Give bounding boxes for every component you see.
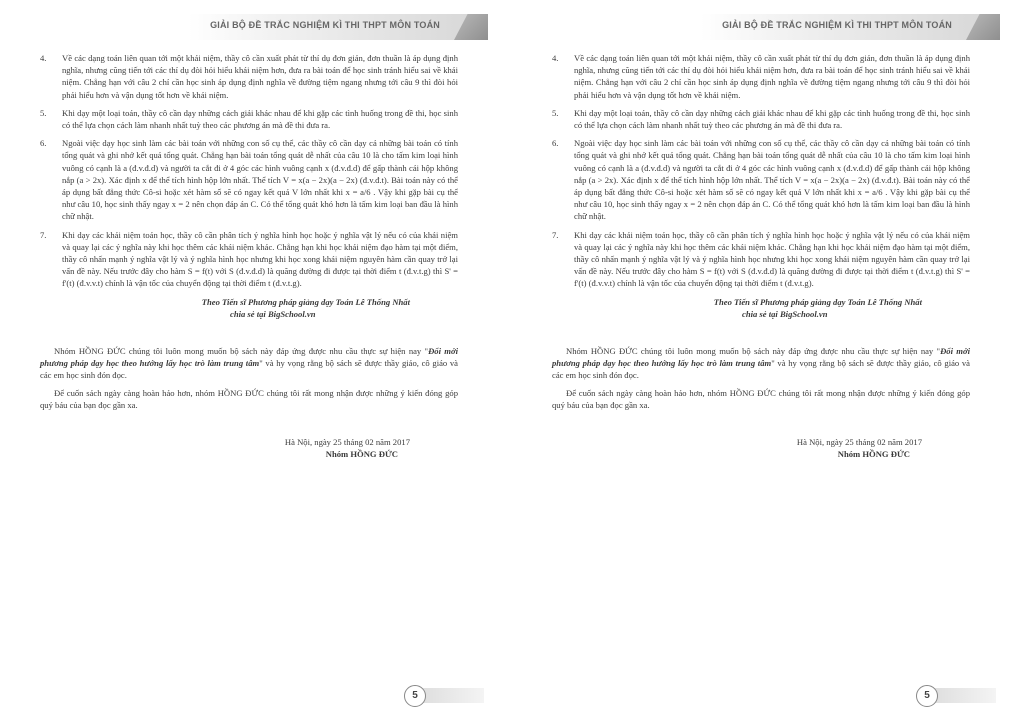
list-item <box>552 229 970 290</box>
list-item <box>552 137 970 222</box>
page-right <box>512 0 1024 725</box>
date-line: Hà Nội, ngày 25 tháng 02 năm 2017 <box>796 436 922 447</box>
item-number: 7. <box>552 229 559 240</box>
item-number: 5. <box>40 107 47 118</box>
credit-line: chia sẻ tại BigSchool.vn <box>230 309 316 320</box>
item-text: Ngoài việc dạy học sinh làm các bài toán với những con số cụ thể, các thầy cô cần dạy cả những bài toán có tính tổng quát và ghi nhớ kết quả tổng quát. Chẳng hạn bài toán tổng quát dễ nhất của câu 10 là cho tấm kim loại hình vuông có cạnh là a (đ.v.đ.d) và người ta cắt đi ở 4 góc các hình vuông cạnh x (đ.v.đ.d) để gấp thành cái hộp không nắp (a > 2x). Xác định x để thể tích hình hộp lớn nhất. Thể tích V = x(a − 2x)(a − 2x) (đ.v.đ.t). Bài toán này có thể áp dụng bất đẳng thức Cô-si hoặc xét hàm số sẽ có ngay kết quả V lớn nhất khi x = a/6 . Vậy khi gặp bài cụ thể như câu 10, học sinh thấy ngay x = 2 nên chọn đáp án C. Có thể tổng quát khó hơn là tấm kim loại ban đầu là hình chữ nhật. <box>62 138 458 222</box>
header-title: GIẢI BỘ ĐỀ TRẮC NGHIỆM KÌ THI THPT MÔN TOÁN <box>210 20 440 30</box>
credit-line: chia sẻ tại BigSchool.vn <box>742 309 828 320</box>
list-item <box>552 107 970 131</box>
page-content <box>40 52 458 460</box>
item-number: 7. <box>40 229 47 240</box>
closing-paragraph: Để cuốn sách ngày càng hoàn hảo hơn, nhóm HỒNG ĐỨC chúng tôi rất mong nhận được những ý kiến đóng góp quý báu của bạn đọc gần xa. <box>552 388 970 411</box>
item-text: Ngoài việc dạy học sinh làm các bài toán với những con số cụ thể, các thầy cô cần dạy cả những bài toán có tính tổng quát và ghi nhớ kết quả tổng quát. Chẳng hạn bài toán tổng quát dễ nhất của câu 10 là cho tấm kim loại hình vuông có cạnh là a (đ.v.đ.d) và người ta cắt đi ở 4 góc các hình vuông cạnh x (đ.v.đ.d) để gấp thành cái hộp không nắp (a > 2x). Xác định x để thể tích hình hộp lớn nhất. Thể tích V = x(a − 2x)(a − 2x) (đ.v.đ.t). Bài toán này có thể áp dụng bất đẳng thức Cô-si hoặc xét hàm số sẽ có ngay kết quả V lớn nhất khi x = a/6 . Vậy khi gặp bài cụ thể như câu 10, học sinh thấy ngay x = 2 nên chọn đáp án C. Có thể tổng quát khó hơn là tấm kim loại ban đầu là hình chữ nhật. <box>574 138 970 222</box>
closing-emphasis: Đổi mới phương pháp dạy học theo hướng lấy học trò làm trung tâm <box>552 345 970 368</box>
list-item <box>40 52 458 101</box>
signer: Nhóm HỒNG ĐỨC <box>837 448 910 459</box>
header-title: GIẢI BỘ ĐỀ TRẮC NGHIỆM KÌ THI THPT MÔN TOÁN <box>722 20 952 30</box>
item-text: Khi dạy các khái niệm toán học, thầy cô cần phân tích ý nghĩa hình học hoặc ý nghĩa vật lý nếu có của khái niệm và quay lại các ý nghĩa này khi học thêm các khái niệm khác. Chẳng hạn khi học khái niệm đạo hàm tại một điểm, thầy cô nhấn mạnh ý nghĩa vật lý và ý nghĩa hình học nhưng khi học xong khái niệm nguyên hàm cần quay trở lại vấn đề này. Nếu trước đây cho hàm S = f(t) với S (đ.v.đ.d) là quãng đường đi được tại thời điểm t (đ.v.t.g) thì S' = f'(t) (đ.v.v.t) chính là vận tốc của chuyển động tại thời điểm t (đ.v.t.g). <box>574 229 970 289</box>
list-item <box>552 52 970 101</box>
closing-paragraph: Để cuốn sách ngày càng hoàn hảo hơn, nhóm HỒNG ĐỨC chúng tôi rất mong nhận được những ý kiến đóng góp quý báu của bạn đọc gần xa. <box>40 388 458 411</box>
item-text: Khi dạy các khái niệm toán học, thầy cô cần phân tích ý nghĩa hình học hoặc ý nghĩa vật lý nếu có của khái niệm và quay lại các ý nghĩa này khi học thêm các khái niệm khác. Chẳng hạn khi học khái niệm đạo hàm tại một điểm, thầy cô nhấn mạnh ý nghĩa vật lý và ý nghĩa hình học nhưng khi học xong khái niệm nguyên hàm cần quay trở lại vấn đề này. Nếu trước đây cho hàm S = f(t) với S (đ.v.đ.d) là quãng đường đi được tại thời điểm t (đ.v.t.g) thì S' = f'(t) (đ.v.v.t) chính là vận tốc của chuyển động tại thời điểm t (đ.v.t.g). <box>62 229 458 289</box>
credit-line: Theo Tiến sĩ Phương pháp giảng dạy Toán Lê Thống Nhất <box>201 296 410 307</box>
closing-paragraph <box>40 345 458 382</box>
signer: Nhóm HỒNG ĐỨC <box>325 448 398 459</box>
item-text: Khi dạy một loại toán, thầy cô cần dạy những cách giải khác nhau để khi gặp các tình huống trong đề thi, học sinh có thể lựa chọn cách làm nhanh nhất tuỳ theo các phương án mà đề thi đưa ra. <box>574 107 970 131</box>
credit-line: Theo Tiến sĩ Phương pháp giảng dạy Toán Lê Thống Nhất <box>713 296 922 307</box>
closing-text: " và hy vọng rằng bộ sách sẽ được thầy giáo, cô giáo và các em học sinh đón đọc. <box>40 357 458 381</box>
item-number: 4. <box>40 53 47 63</box>
item-text: Về các dạng toán liên quan tới một khái niệm, thầy cô cần xuất phát từ thí dụ đơn giản, đơn thuần là áp dụng định nghĩa, nhưng cũng tiến tới các thí dụ đòi hỏi hiểu khái niệm hơn, đưa ra bài toán để học sinh tránh hiểu sai về khái niệm. Chẳng hạn với câu 2 chỉ cần học sinh áp dụng định nghĩa về đường tiệm ngang nhưng tới câu 9 thì đòi hỏi phải hiểu hơn và vận dụng tốt hơn về khái niệm. <box>62 53 458 100</box>
closing-text: " và hy vọng rằng bộ sách sẽ được thầy giáo, cô giáo và các em học sinh đón đọc. <box>552 357 970 381</box>
list-item <box>40 107 458 131</box>
date-line: Hà Nội, ngày 25 tháng 02 năm 2017 <box>284 436 410 447</box>
credit-block <box>552 296 970 321</box>
item-number: 4. <box>552 53 559 63</box>
closing-paragraph <box>552 345 970 382</box>
page-number: 5 <box>916 685 938 707</box>
page-content <box>552 52 970 460</box>
item-number: 5. <box>552 107 559 118</box>
closing-text: Nhóm HỒNG ĐỨC chúng tôi luôn mong muốn bộ sách này đáp ứng được nhu cầu thực sự hiện nay " <box>54 345 429 356</box>
item-number: 6. <box>552 138 559 149</box>
credit-block <box>40 296 458 321</box>
item-text: Khi dạy một loại toán, thầy cô cần dạy những cách giải khác nhau để khi gặp các tình huống trong đề thi, học sinh có thể lựa chọn cách làm nhanh nhất tuỳ theo các phương án mà đề thi đưa ra. <box>62 107 458 131</box>
page-number: 5 <box>404 685 426 707</box>
closing-text: Nhóm HỒNG ĐỨC chúng tôi luôn mong muốn bộ sách này đáp ứng được nhu cầu thực sự hiện nay " <box>566 345 941 356</box>
item-text: Về các dạng toán liên quan tới một khái niệm, thầy cô cần xuất phát từ thí dụ đơn giản, đơn thuần là áp dụng định nghĩa, nhưng cũng tiến tới các thí dụ đòi hỏi hiểu khái niệm hơn, đưa ra bài toán để học sinh tránh hiểu sai về khái niệm. Chẳng hạn với câu 2 chỉ cần học sinh áp dụng định nghĩa về đường tiệm ngang nhưng tới câu 9 thì đòi hỏi phải hiểu hơn và vận dụng tốt hơn về khái niệm. <box>574 53 970 100</box>
running-header <box>188 14 488 42</box>
list-item <box>40 137 458 222</box>
running-header <box>700 14 1000 42</box>
list-item <box>40 229 458 290</box>
page-footer <box>916 685 996 707</box>
page-footer <box>404 685 484 707</box>
closing-emphasis: Đổi mới phương pháp dạy học theo hướng lấy học trò làm trung tâm <box>40 345 458 368</box>
item-number: 6. <box>40 138 47 149</box>
